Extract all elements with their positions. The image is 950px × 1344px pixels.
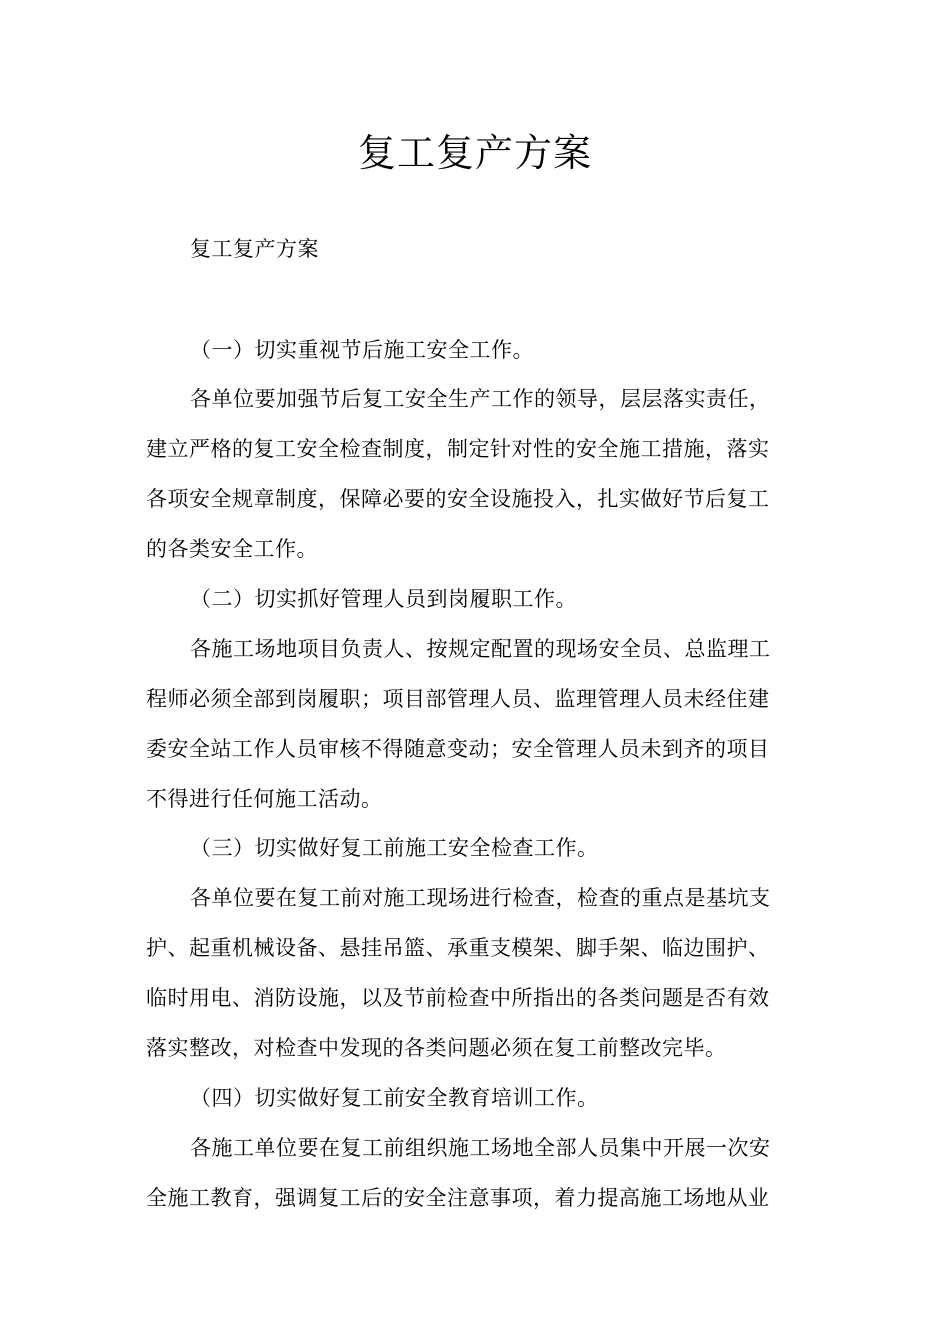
- paragraph-line: 各项安全规章制度，保障必要的安全设施投入，扎实做好节后复工: [146, 487, 770, 511]
- paragraph-line: 建立严格的复工安全检查制度，制定针对性的安全施工措施，落实: [146, 437, 770, 461]
- paragraph-line: 的各类安全工作。: [146, 537, 318, 561]
- paragraph-line: 护、起重机械设备、悬挂吊篮、承重支模架、脚手架、临边围护、: [146, 936, 770, 960]
- paragraph-line: 各施工单位要在复工前组织施工场地全部人员集中开展一次安: [190, 1136, 771, 1160]
- document-title: 复工复产方案: [357, 131, 592, 175]
- paragraph-line: 全施工教育，强调复工后的安全注意事项，着力提高施工场地从业: [146, 1186, 770, 1210]
- section-heading-3: （三）切实做好复工前施工安全检查工作。: [190, 836, 599, 860]
- section-heading-1: （一）切实重视节后施工安全工作。: [190, 338, 534, 362]
- section-heading-4: （四）切实做好复工前安全教育培训工作。: [190, 1086, 599, 1110]
- section-heading-2: （二）切实抓好管理人员到岗履职工作。: [190, 587, 577, 611]
- document-subtitle: 复工复产方案: [190, 237, 319, 261]
- paragraph-line: 不得进行任何施工活动。: [146, 787, 383, 811]
- paragraph-line: 各施工场地项目负责人、按规定配置的现场安全员、总监理工: [190, 637, 771, 661]
- paragraph-line: 各单位要在复工前对施工现场进行检查，检查的重点是基坑支: [190, 886, 771, 910]
- paragraph-line: 落实整改，对检查中发现的各类问题必须在复工前整改完毕。: [146, 1036, 727, 1060]
- paragraph-line: 各单位要加强节后复工安全生产工作的领导，层层落实责任，: [190, 387, 771, 411]
- paragraph-line: 程师必须全部到岗履职；项目部管理人员、监理管理人员未经住建: [146, 687, 770, 711]
- paragraph-line: 委安全站工作人员审核不得随意变动；安全管理人员未到齐的项目: [146, 737, 770, 761]
- paragraph-line: 临时用电、消防设施，以及节前检查中所指出的各类问题是否有效: [146, 986, 770, 1010]
